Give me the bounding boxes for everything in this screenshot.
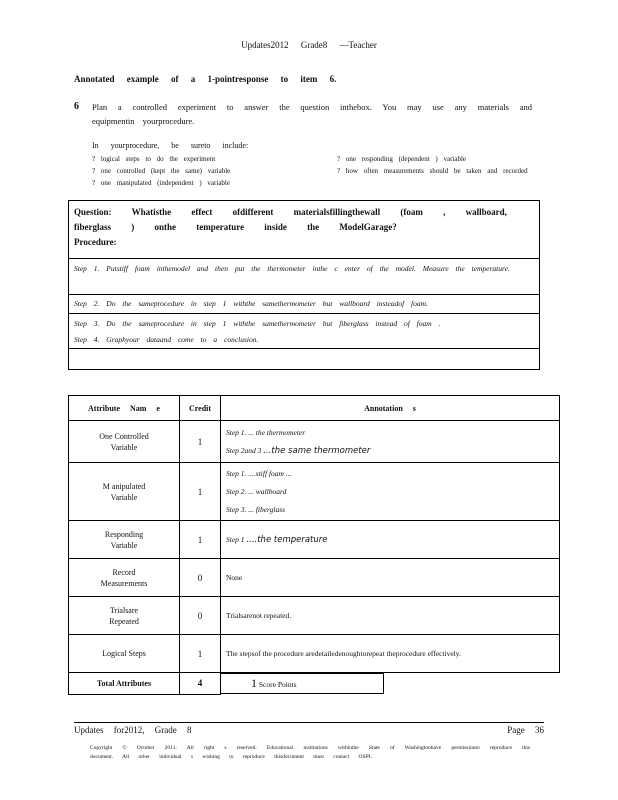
bullet-controlled: ? one controlled (kept the same) variable — [92, 167, 231, 175]
attribute-name: Trialsare Repeated — [69, 597, 180, 635]
annotation: The stepsof the procedure aredetailedenoughtorepeat theprocedure effectively. — [221, 635, 560, 673]
annotation: Step 1. ....stiff foam ... Step 2. ... wallboard Step 3. ... fiberglass — [221, 463, 560, 521]
procedure-label: Procedure: — [74, 237, 117, 247]
divider — [68, 313, 540, 314]
include-label: In yourprocedure, be sureto include: — [92, 141, 249, 150]
credit-value: 0 — [180, 597, 221, 635]
divider — [68, 258, 540, 259]
table-row — [69, 635, 560, 673]
bullets-right — [337, 153, 537, 177]
total-row — [69, 673, 560, 695]
table-row — [69, 521, 560, 559]
step-1: Step 1. Putstiff foam inthemodel and then put the thermometer inthe c enter of the model. Measure the temperature. — [74, 264, 510, 273]
attribute-table — [68, 395, 560, 695]
header-attribute: Attribute Nam e — [69, 396, 180, 421]
table-row — [69, 559, 560, 597]
table-row — [69, 421, 560, 463]
annotated-title: Annotated example of a 1-pointresponse to item 6. — [74, 74, 337, 84]
copyright-notice: Copyright © October 2011. All right s reserved. Educational institutions withinthe State of Washingtonhave permissionto reproduce this document. All other individual s wishing to reproduce thisdocument must contact OSPI. — [90, 745, 530, 760]
divider — [68, 348, 540, 349]
page-footer — [74, 722, 544, 735]
attribute-name: Logical Steps — [69, 635, 180, 673]
total-credit: 4 — [180, 673, 221, 695]
credit-value: 1 — [180, 463, 221, 521]
question-body: Whatisthe effect ofdifferent materialsfillingthewall (foam , wallboard, fiberglass ) onthe temperature inside the ModelGarage? — [74, 207, 507, 232]
question-label: Question: — [74, 207, 112, 217]
attribute-name: M anipulated Variable — [69, 463, 180, 521]
bullet-logical-steps: ? logical steps to do the experiment — [92, 155, 216, 163]
header-credit: Credit — [180, 396, 221, 421]
bullet-measurements: ? how often measurements should be taken and recorded — [337, 167, 528, 175]
bullet-manipulated: ? one manipulated (independent ) variable — [92, 179, 230, 187]
credit-value: 1 — [180, 521, 221, 559]
attribute-name: Record Measurements — [69, 559, 180, 597]
annotation: Step 1. ... the thermometer Step 2and 3 ...the same thermometer — [221, 421, 560, 463]
credit-value: 1 — [180, 421, 221, 463]
header-annotations: Annotation s — [221, 396, 560, 421]
procedure-question — [74, 205, 534, 250]
annotation: Step 1 ....the temperature — [221, 521, 560, 559]
step-3: Step 3. Do the sameprocedure in step 1 withthe samethermometer but fiberglass instead of foam . — [74, 319, 441, 328]
table-header-row — [69, 396, 560, 421]
question-text: Plan a controlled experiment to answer the question inthebox. You may use any materials and equipmentin yourprocedure. — [92, 102, 532, 126]
score-points: 1 Score Points — [221, 673, 384, 694]
credit-value: 1 — [180, 635, 221, 673]
footer-left: Updates for2012, Grade 8 — [74, 725, 192, 735]
page-header: Updates2012 Grade8 —Teacher — [241, 40, 377, 50]
step-2: Step 2. Do the sameprocedure in step 1 withthe samethermometer but wallboard insteadof foam. — [74, 299, 428, 308]
table-row — [69, 463, 560, 521]
page-number: Page 36 — [507, 725, 544, 735]
table-row — [69, 597, 560, 635]
divider — [68, 294, 540, 295]
question-number: 6 — [74, 101, 79, 112]
annotation: Trialsarenot repeated. — [221, 597, 560, 635]
attribute-name: Responding Variable — [69, 521, 180, 559]
bullet-responding: ? one responding (dependent ) variable — [337, 155, 467, 163]
annotation: None — [221, 559, 560, 597]
total-label: Total Attributes — [69, 673, 180, 695]
credit-value: 0 — [180, 559, 221, 597]
attribute-name: One Controlled Variable — [69, 421, 180, 463]
bullets-left — [92, 153, 312, 189]
step-4: Step 4. Graphyour dataand come to a conclusion. — [74, 335, 259, 344]
